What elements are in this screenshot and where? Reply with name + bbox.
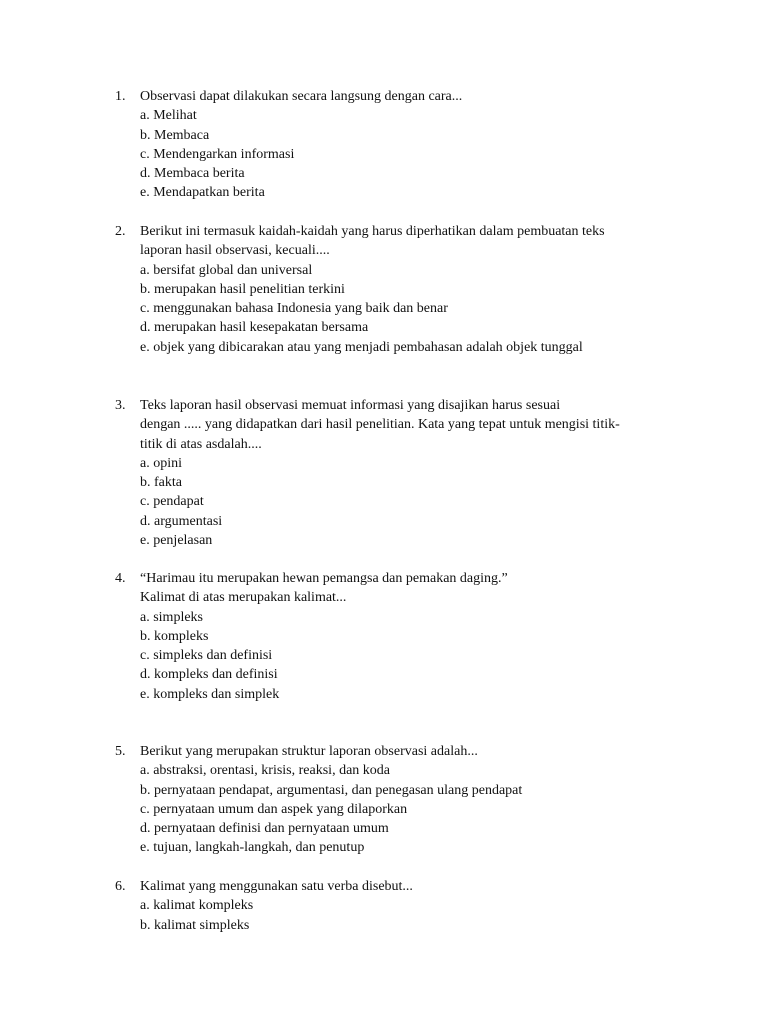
question-text: titik di atas asdalah.... <box>140 436 262 452</box>
option-d: d. Membaca berita <box>140 166 245 182</box>
option-e: e. kompleks dan simplek <box>140 686 280 702</box>
question-text: Teks laporan hasil observasi memuat informasi yang disajikan harus sesuai <box>140 398 561 413</box>
question-text: laporan hasil observasi, kecuali.... <box>140 243 330 259</box>
option-e: e. tujuan, langkah-langkah, dan penutup <box>140 840 365 856</box>
option-a: a. simpleks <box>140 609 203 625</box>
option-b: b. merupakan hasil penelitian terkini <box>140 281 345 297</box>
option-c: c. pernyataan umum dan aspek yang dilaporkan <box>140 801 408 817</box>
question-body <box>140 222 680 357</box>
question-number: 5. <box>115 744 126 759</box>
question-body <box>140 396 680 550</box>
option-c: c. simpleks dan definisi <box>140 648 273 664</box>
question-number: 6. <box>115 879 126 894</box>
option-a: a. Melihat <box>140 108 197 124</box>
question-text: Kalimat di atas merupakan kalimat... <box>140 590 347 606</box>
question-text: Observasi dapat dilakukan secara langsung dengan cara... <box>140 89 463 104</box>
option-b: b. pernyataan pendapat, argumentasi, dan penegasan ulang pendapat <box>140 782 523 798</box>
option-d: d. kompleks dan definisi <box>140 667 278 683</box>
option-b: b. Membaca <box>140 127 210 143</box>
option-d: d. merupakan hasil kesepakatan bersama <box>140 320 369 336</box>
question-body <box>140 87 680 203</box>
option-a: a. abstraksi, orentasi, krisis, reaksi, dan koda <box>140 763 390 779</box>
question-number: 4. <box>115 571 126 586</box>
question-number: 2. <box>115 224 126 239</box>
question-text: Berikut ini termasuk kaidah-kaidah yang harus diperhatikan dalam pembuatan teks <box>140 224 605 239</box>
question-text: dengan ..... yang didapatkan dari hasil penelitian. Kata yang tepat untuk mengisi titik- <box>140 417 620 433</box>
question-text: “Harimau itu merupakan hewan pemangsa dan pemakan daging.” <box>140 571 508 586</box>
option-a: a. opini <box>140 455 182 471</box>
option-e: e. objek yang dibicarakan atau yang menjadi pembahasan adalah objek tunggal <box>140 339 583 355</box>
question-text: Kalimat yang menggunakan satu verba disebut... <box>140 879 413 894</box>
option-e: e. Mendapatkan berita <box>140 185 265 201</box>
question-text: Berikut yang merupakan struktur laporan observasi adalah... <box>140 744 478 759</box>
option-e: e. penjelasan <box>140 533 213 549</box>
option-b: b. kalimat simpleks <box>140 917 250 933</box>
question-body <box>140 569 680 704</box>
question-number: 1. <box>115 89 126 104</box>
option-a: a. kalimat kompleks <box>140 898 254 914</box>
option-c: c. Mendengarkan informasi <box>140 146 295 162</box>
option-b: b. kompleks <box>140 628 209 644</box>
option-b: b. fakta <box>140 475 182 491</box>
question-body <box>140 742 680 858</box>
option-d: d. pernyataan definisi dan pernyataan umum <box>140 821 389 837</box>
option-a: a. bersifat global dan universal <box>140 262 313 278</box>
option-c: c. pendapat <box>140 494 204 510</box>
option-c: c. menggunakan bahasa Indonesia yang baik dan benar <box>140 301 448 317</box>
question-body <box>140 877 680 935</box>
option-d: d. argumentasi <box>140 513 223 529</box>
question-number: 3. <box>115 398 126 413</box>
